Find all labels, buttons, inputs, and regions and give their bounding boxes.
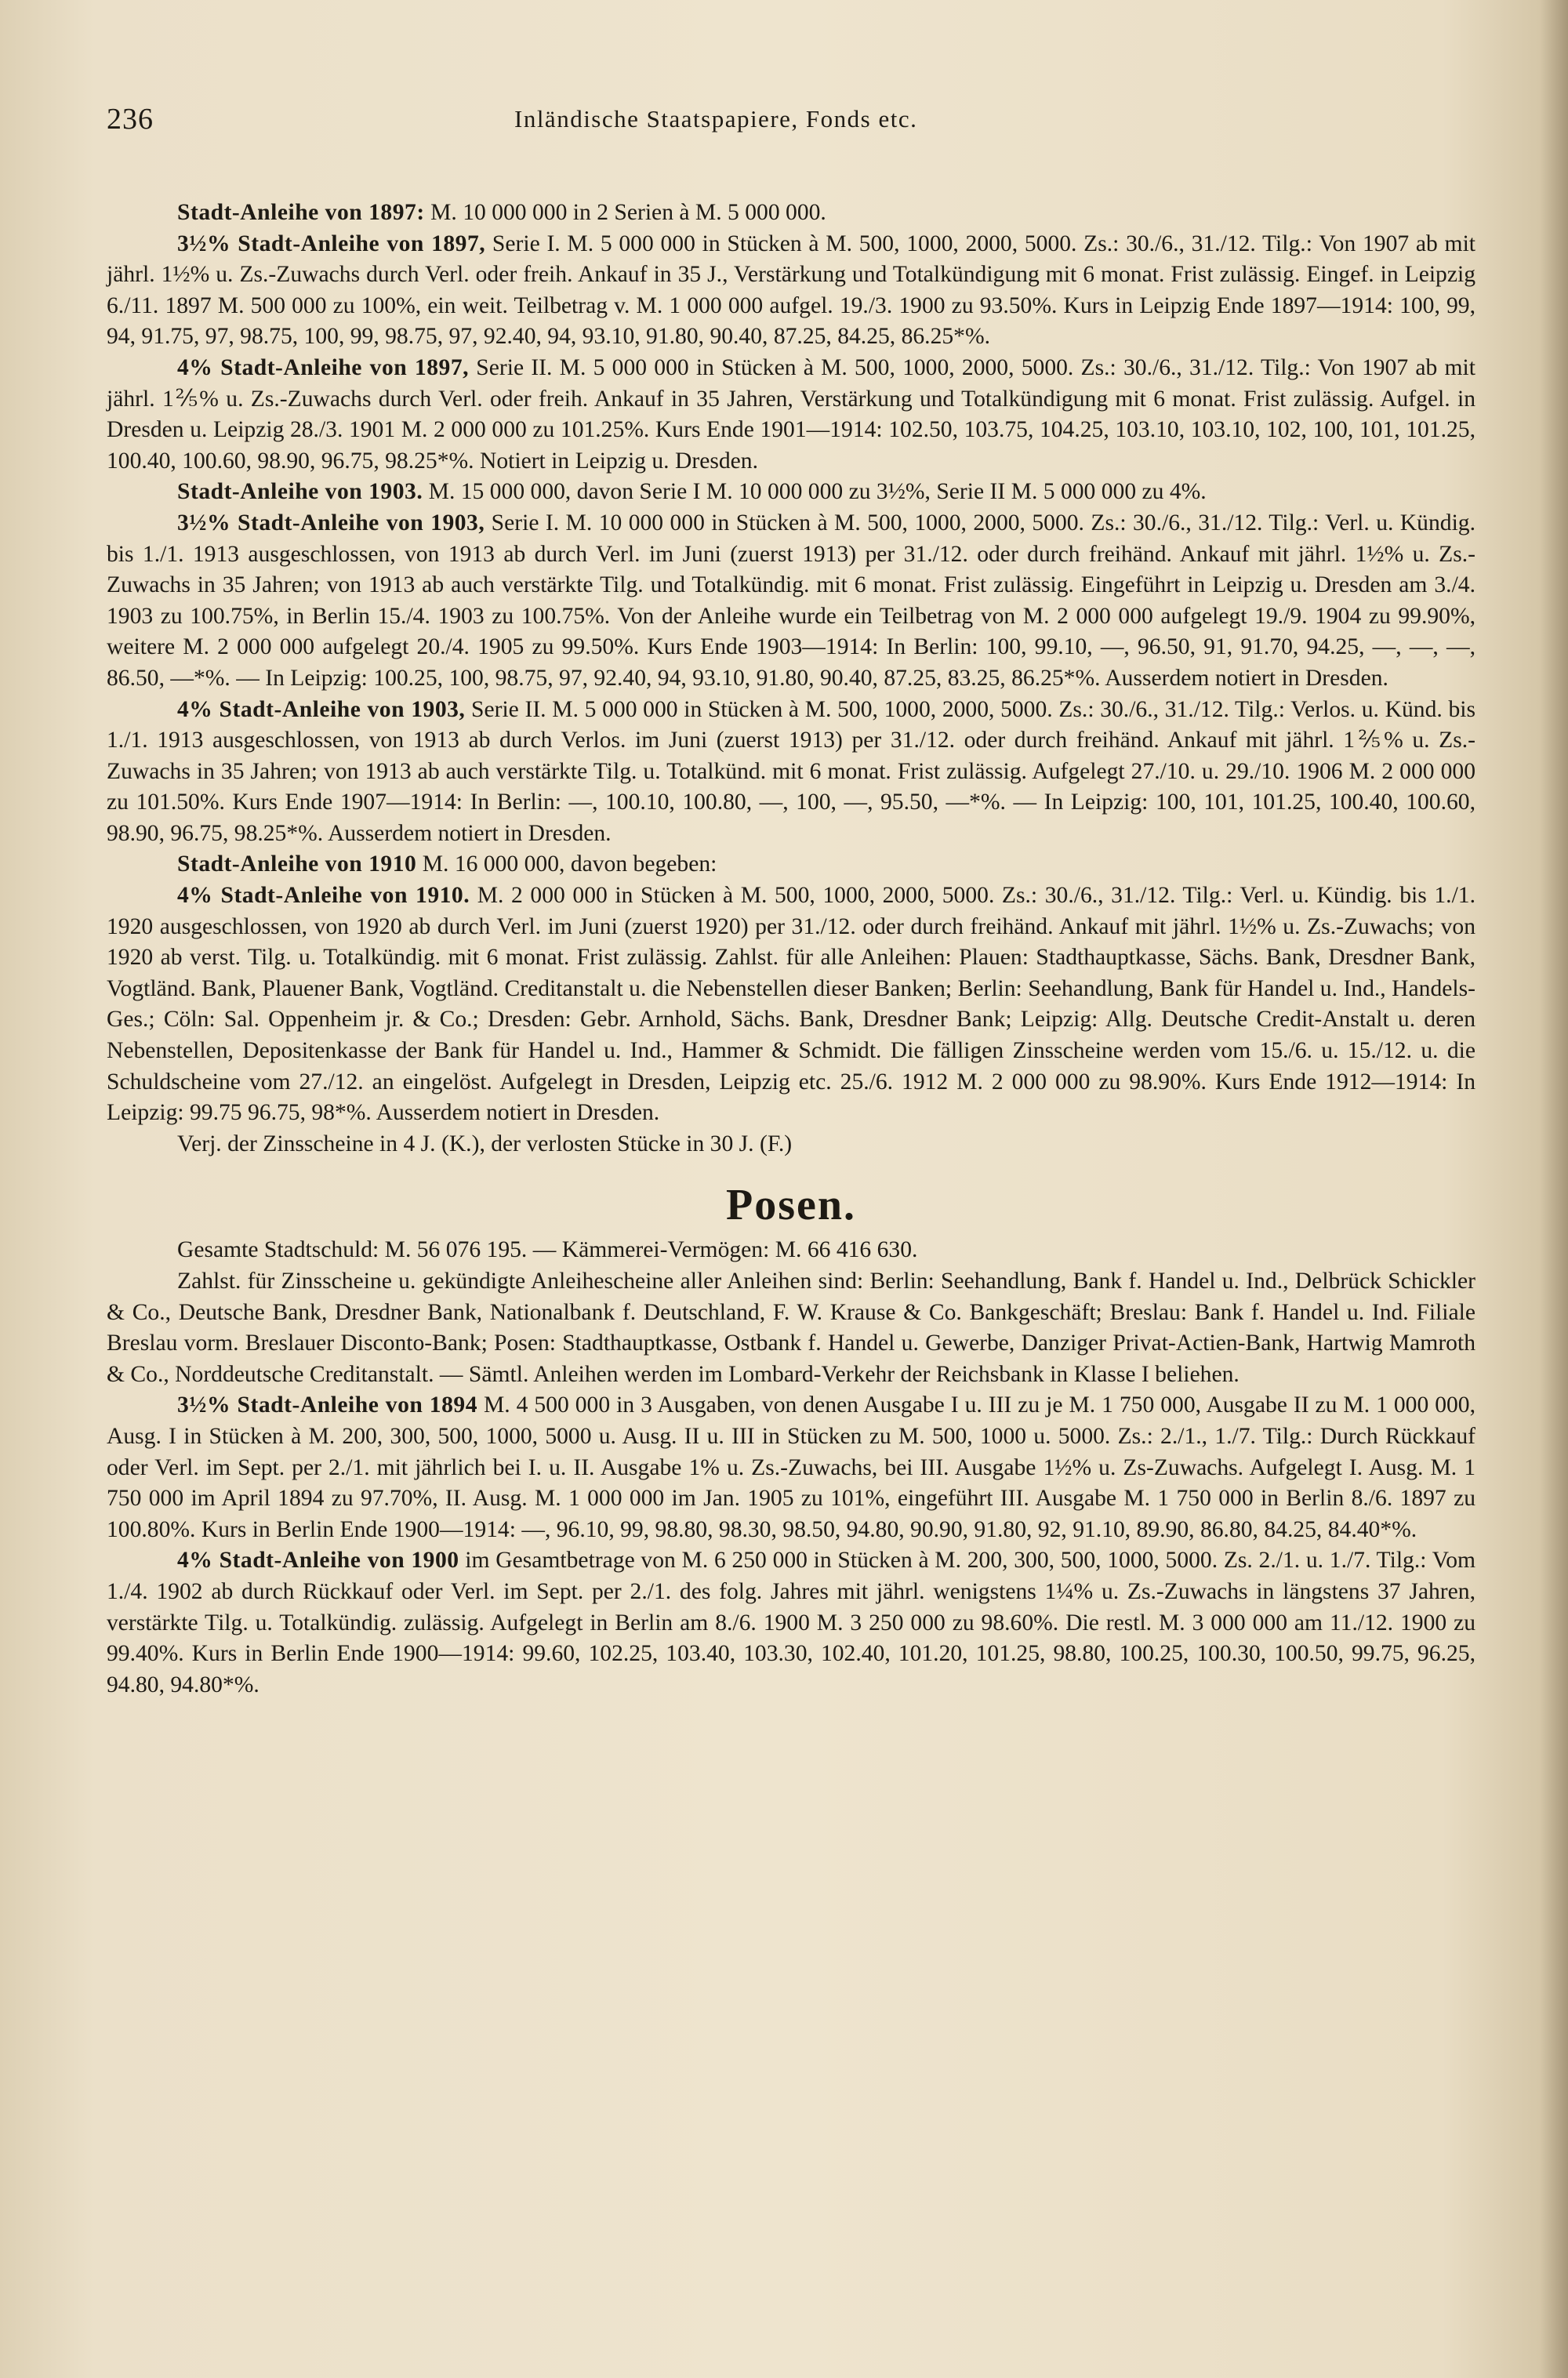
section-1897-serie-1 [107, 229, 1475, 353]
bond-text: M. 15 000 000, davon Serie I M. 10 000 000 zu 3½%, Serie II M. 5 000 000 zu 4%. [428, 479, 1207, 505]
posen-bond-1894 [107, 1390, 1475, 1545]
bond-title: 4% Stadt-Anleihe von 1897, [177, 354, 470, 380]
bond-title: 3½% Stadt-Anleihe von 1897, [177, 231, 486, 256]
bond-title: 4% Stadt-Anleihe von 1910. [177, 883, 470, 909]
running-title: Inländische Staatspapiere, Fonds etc. [514, 105, 918, 133]
posen-bond-1900 [107, 1545, 1475, 1701]
posen-zahlstellen: Zahlst. für Zinsscheine u. gekündigte Anleihescheine aller Anleihen sind: Berlin: Seehandlung, Bank f. Handel u. Ind., Delbrück Schickler & Co., Deutsche Bank, Dresdner Bank, Nationalbank f. Deutschland, F. W. Krause & Co. Bankgeschäft; Breslau: Bank f. Handel u. Ind. Filiale Breslau vorm. Breslauer Disconto-Bank; Posen: Stadthauptkasse, Ostbank f. Handel u. Gewerbe, Danziger Privat-Actien-Bank, Hartwig Mamroth & Co., Norddeutsche Creditanstalt. — Sämtl. Anleihen werden im Lombard-Verkehr der Reichsbank in Klasse I beliehen. [107, 1269, 1475, 1387]
bond-text: M. 16 000 000, davon begeben: [422, 851, 717, 877]
bond-text: M. 2 000 000 in Stücken à M. 500, 1000, 2000, 5000. Zs.: 30./6., 31./12. Tilg.: Verl. u. Kündig. bis 1./1. 1920 ausgeschlossen, von 1920 ab durch Verl. im Juni (zuerst 1920) per 31./12. oder durch freihänd. Ankauf mit jährl. 1½% u. Zs.-Zuwachs; von 1920 ab verst. Tilg. u. Totalkündig. mit 6 monat. Frist zulässig. Zahlst. für alle Anleihen: Plauen: Stadthauptkasse, Sächs. Bank, Dresdner Bank, Vogtländ. Bank, Plauener Bank, Vogtländ. Creditanstalt u. die Nebenstellen dieser Banken; Berlin: Seehandlung, Bank für Handel u. Ind., Handels-Ges.; Cöln: Sal. Oppenheim jr. & Co.; Dresden: Gebr. Arnhold, Sächs. Bank, Dresdner Bank; Leipzig: Allg. Deutsche Credit-Anstalt u. deren Nebenstellen, Depositenkasse der Bank für Handel u. Ind., Hammer & Schmidt. Die fälligen Zinsscheine werden vom 15./6. u. 15./12. u. die Schuldscheine vom 27./12. an eingelöst. Aufgelegt in Dresden, Leipzig etc. 25./6. 1912 M. 2 000 000 zu 98.90%. Kurs Ende 1912—1914: In Leipzig: 99.75 96.75, 98*%. Ausserdem notiert in Dresden. [107, 883, 1475, 1126]
city-heading-posen: Posen. [726, 1181, 856, 1230]
body-text [107, 198, 1475, 1701]
section-1903-head [107, 477, 1475, 508]
bond-title: Stadt-Anleihe von 1897: [177, 200, 425, 225]
bond-text: Serie I. M. 10 000 000 in Stücken à M. 500, 1000, 2000, 5000. Zs.: 30./6., 31./12. Tilg.: Verl. u. Kündig. bis 1./1. 1913 ausgeschlossen, von 1913 ab durch Verl. im Juni (zuerst 1913) per 31./12. oder durch freihänd. Ankauf mit jährl. 1½% u. Zs.-Zuwachs in 35 Jahren; von 1913 ab auch verstärkte Tilg. und Totalkündig. mit 6 monat. Frist zulässig. Eingeführt in Leipzig u. Dresden am 3./4. 1903 zu 100.75%, in Berlin 15./4. 1903 zu 100.75%. Von der Anleihe wurde ein Teilbetrag von M. 2 000 000 aufgelegt 19./9. 1904 zu 99.90%, weitere M. 2 000 000 aufgelegt 20./4. 1905 zu 99.50%. Kurs Ende 1903—1914: In Berlin: 100, 99.10, —, 96.50, 91, 91.70, 94.25, —, —, —, 86.50, —*%. — In Leipzig: 100.25, 100, 98.75, 97, 92.40, 94, 93.10, 91.80, 90.40, 87.25, 83.25, 86.25*%. Ausserdem notiert in Dresden. [107, 510, 1475, 691]
bond-title: Stadt-Anleihe von 1903. [177, 479, 423, 505]
bond-title: 3½% Stadt-Anleihe von 1894 [177, 1392, 477, 1418]
bond-text: Serie II. M. 5 000 000 in Stücken à M. 500, 1000, 2000, 5000. Zs.: 30./6., 31./12. Tilg.: Verlos. u. Künd. bis 1./1. 1913 ausgeschlossen, von 1913 ab durch Verlos. im Juni (zuerst 1913) per 31./12. oder durch freihänd. Ankauf mit jährl. 1⅖% u. Zs.-Zuwachs in 35 Jahren; von 1913 ab auch verstärkte Tilg. u. Totalkünd. mit 6 monat. Frist zulässig. Aufgelegt 27./10. u. 29./10. 1906 M. 2 000 000 zu 101.50%. Kurs Ende 1907—1914: In Berlin: —, 100.10, 100.80, —, 100, —, 95.50, —*%. — In Leipzig: 100, 101, 101.25, 100.40, 100.60, 98.90, 96.75, 98.25*%. Ausserdem notiert in Dresden. [107, 696, 1475, 846]
posen-summary: Gesamte Stadtschuld: M. 56 076 195. — Kämmerei-Vermögen: M. 66 416 630. [177, 1237, 918, 1263]
running-head [107, 102, 1475, 149]
bond-text: Serie I. M. 5 000 000 in Stücken à M. 500, 1000, 2000, 5000. Zs.: 30./6., 31./12. Tilg.: Von 1907 ab mit jährl. 1½% u. Zs.-Zuwachs durch Verl. oder freih. Ankauf in 35 J., Verstärkung und Totalkündigung mit 6 monat. Frist zulässig. Eingef. in Leipzig 6./11. 1897 M. 500 000 zu 100%, ein weit. Teilbetrag v. M. 1 000 000 aufgel. 19./3. 1900 zu 93.50%. Kurs in Leipzig Ende 1897—1914: 100, 99, 94, 91.75, 97, 98.75, 100, 99, 98.75, 97, 92.40, 94, 93.10, 91.80, 90.40, 87.25, 84.25, 86.25*%. [107, 231, 1476, 350]
bond-title: 3½% Stadt-Anleihe von 1903, [177, 510, 485, 536]
bond-title: 4% Stadt-Anleihe von 1903, [177, 696, 466, 722]
bond-text: im Gesamtbetrage von M. 6 250 000 in Stücken à M. 200, 300, 500, 1000, 5000. Zs. 2./1. u. 1./7. Tilg.: Vom 1./4. 1902 ab durch Rückkauf oder Verl. im Sept. per 2./1. des folg. Jahres mit jährl. wenigstens 1¼% u. Zs.-Zuwachs in längstens 37 Jahren, verstärkte Tilg. u. Totalkündig. zulässig. Aufgelegt in Berlin am 8./6. 1900 M. 3 250 000 zu 98.60%. Die restl. M. 3 000 000 am 11./12. 1900 zu 99.40%. Kurs in Berlin Ende 1900—1914: 99.60, 102.25, 103.40, 103.30, 102.40, 101.20, 101.25, 98.80, 100.25, 100.30, 100.50, 99.75, 96.25, 94.80, 94.80*%. [107, 1548, 1476, 1697]
bond-text: Serie II. M. 5 000 000 in Stücken à M. 500, 1000, 2000, 5000. Zs.: 30./6., 31./12. Tilg.: Von 1907 ab mit jährl. 1⅖% u. Zs.-Zuwachs durch Verl. oder freih. Ankauf in 35 Jahren, Verstärkung und Totalkündigung mit 6 monat. Frist zulässig. Aufgel. in Dresden u. Leipzig 28./3. 1901 M. 2 000 000 zu 101.25%. Kurs Ende 1901—1914: 102.50, 103.75, 104.25, 103.10, 103.10, 102, 100, 101, 101.25, 100.40, 100.60, 98.90, 96.75, 98.25*%. Notiert in Leipzig u. Dresden. [107, 354, 1475, 474]
bond-text: M. 10 000 000 in 2 Serien à M. 5 000 000. [430, 200, 826, 225]
bond-text: M. 4 500 000 in 3 Ausgaben, von denen Ausgabe I u. III zu je M. 1 750 000, Ausgabe II zu M. 1 000 000, Ausg. I in Stücken à M. 200, 300, 500, 1000, 5000 u. Ausg. II u. III in Stücken zu M. 500, 1000 u. 5000. Zs.: 2./1., 1./7. Tilg.: Durch Rückkauf oder Verl. im Sept. per 2./1. mit jährlich bei I. u. II. Ausgabe 1% u. Zs.-Zuwachs, bei III. Ausgabe 1½% u. Zs-Zuwachs. Aufgelegt I. Ausg. M. 1 750 000 im April 1894 zu 97.70%, II. Ausg. M. 1 000 000 im Jan. 1905 zu 101%, eingeführt III. Ausgabe M. 1 750 000 in Berlin 8./6. 1897 zu 100.80%. Kurs in Berlin Ende 1900—1914: —, 96.10, 99, 98.80, 98.30, 98.50, 94.80, 90.90, 91.80, 92, 91.10, 89.90, 86.80, 84.25, 84.40*%. [107, 1392, 1475, 1542]
bond-title: 4% Stadt-Anleihe von 1900 [177, 1548, 459, 1574]
verjaehrung-note: Verj. der Zinsscheine in 4 J. (K.), der verlosten Stücke in 30 J. (F.) [177, 1131, 793, 1156]
section-1897-serie-2 [107, 353, 1475, 477]
section-1897-head [107, 198, 1475, 229]
section-1910-bond [107, 880, 1475, 1129]
bond-title: Stadt-Anleihe von 1910 [177, 851, 417, 877]
section-1903-serie-2 [107, 695, 1475, 850]
page-spine-shadow [1540, 0, 1568, 2378]
page-number: 236 [107, 103, 154, 136]
section-1903-serie-1 [107, 508, 1475, 695]
section-1910-head [107, 849, 1475, 880]
